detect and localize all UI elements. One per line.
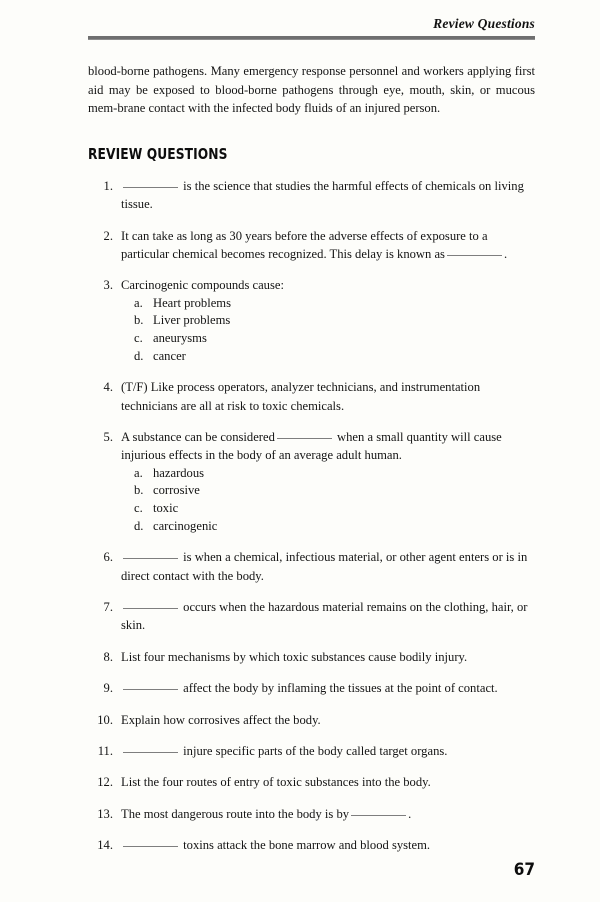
question-text-after-blank: is when a chemical, infectious material, or other agent enters or is in direct contact with the body. [121,550,528,583]
fill-in-blank [123,187,178,188]
question-text [121,648,535,666]
question-text [121,276,535,294]
question-number: 14. [97,838,113,853]
question-text [121,836,535,854]
question-text [121,378,535,415]
question-text [121,548,535,585]
answer-choice-letter: b. [134,483,144,498]
fill-in-blank [351,815,406,816]
question-text-before-blank: A substance can be considered [121,430,275,444]
question-text-after-blank: is the science that studies the harmful effects of chemicals on living tissue. [121,178,524,212]
question-item [88,548,535,585]
question-number: 1. [103,178,113,193]
page-number: 67 [513,860,535,880]
answer-choice-letter: a. [134,465,143,480]
question-text [121,598,535,635]
answer-choice-text: Heart problems [153,295,231,310]
question-text [121,742,535,760]
text-column [88,62,535,855]
answer-choice-text: hazardous [153,465,205,480]
question-item [88,773,535,791]
intro-paragraph: blood-borne pathogens. Many emergency response personnel and workers applying first aid may be exposed to blood-borne pathogens through eye, mouth, skin, or mucous mem-brane contact with the infected body fluids of an injured person. [88,64,535,116]
question-item [88,679,535,697]
question-text [121,711,535,729]
question-text [121,177,535,214]
question-number: 10. [97,712,113,727]
fill-in-blank [123,558,178,559]
question-text-after-blank: toxins attack the bone marrow and blood system. [180,838,431,853]
question-item [88,711,535,729]
answer-choice-letter: c. [134,501,143,515]
question-item [88,227,535,264]
question-text [121,773,535,791]
fill-in-blank [123,846,178,847]
section-heading: REVIEW QUESTIONS [88,144,228,163]
answer-choice-letter: b. [134,313,144,328]
answer-choice [121,518,535,536]
question-number: 4. [103,380,113,395]
question-item [88,805,535,823]
answer-choice-letter: d. [134,348,144,363]
answer-choice-list [121,295,535,365]
fill-in-blank [123,752,178,753]
fill-in-blank [123,689,178,690]
question-number: 11. [97,744,113,759]
question-text-before-blank: The most dangerous route into the body is by [121,806,350,821]
answer-choice-text: toxic [153,501,179,515]
question-text-before-blank: (T/F) Like process operators, analyzer technicians, and instrumentation technicians are all at risk to toxic chemicals. [121,380,481,413]
question-text-after-blank: injure specific parts of the body called target organs. [180,744,448,759]
question-item [88,428,535,535]
answer-choice-text: cancer [153,348,186,363]
question-text [121,227,535,264]
question-number: 5. [103,430,113,444]
answer-choice-text: carcinogenic [153,518,218,533]
question-item [88,742,535,760]
question-text-before-blank: List four mechanisms by which toxic substances cause bodily injury. [121,649,468,664]
question-number: 9. [103,681,113,696]
running-head: Review Questions [433,16,535,31]
question-number: 7. [103,600,113,614]
question-text-after-blank: affect the body by inflaming the tissues at the point of contact. [180,681,498,696]
fill-in-blank [123,608,178,609]
review-question-list [88,177,535,855]
question-item [88,177,535,214]
answer-choice-letter: a. [134,295,143,310]
question-text-before-blank: Carcinogenic compounds cause: [121,278,284,293]
header-rule [88,36,535,40]
question-item [88,276,535,365]
question-text-before-blank: It can take as long as 30 years before the adverse effects of exposure to a particular chemical becomes recognized. This delay is known as [121,228,488,261]
question-text-after-blank: . [408,806,412,821]
answer-choice-letter: c. [134,331,143,345]
question-number: 2. [103,228,113,243]
question-number: 8. [103,649,113,664]
answer-choice [121,348,535,366]
question-number: 3. [103,278,113,293]
question-text-after-blank: . [503,247,508,261]
answer-choice [121,312,535,330]
question-item [88,648,535,666]
question-text-after-blank: when a small quantity will cause injurious effects in the body of an average adult human. [121,430,502,463]
question-item [88,378,535,415]
answer-choice-letter: d. [134,518,144,533]
question-text-before-blank: List the four routes of entry of toxic substances into the body. [121,775,431,790]
answer-choice [121,500,535,518]
question-text-after-blank: occurs when the hazardous material remains on the clothing, hair, or skin. [121,600,528,633]
answer-choice [121,295,535,313]
answer-choice [121,465,535,483]
answer-choice-text: Liver problems [153,313,231,328]
answer-choice [121,330,535,348]
fill-in-blank [447,255,502,256]
question-number: 13. [97,806,113,821]
fill-in-blank [277,438,332,439]
question-item [88,836,535,854]
question-text [121,805,535,823]
question-number: 6. [103,550,113,565]
question-item [88,598,535,635]
answer-choice-text: aneurysms [153,331,207,345]
question-text [121,679,535,697]
question-number: 12. [97,775,113,790]
question-text [121,428,535,465]
question-text-before-blank: Explain how corrosives affect the body. [121,712,321,727]
answer-choice-text: corrosive [153,483,200,498]
answer-choice-list [121,465,535,535]
answer-choice [121,482,535,500]
